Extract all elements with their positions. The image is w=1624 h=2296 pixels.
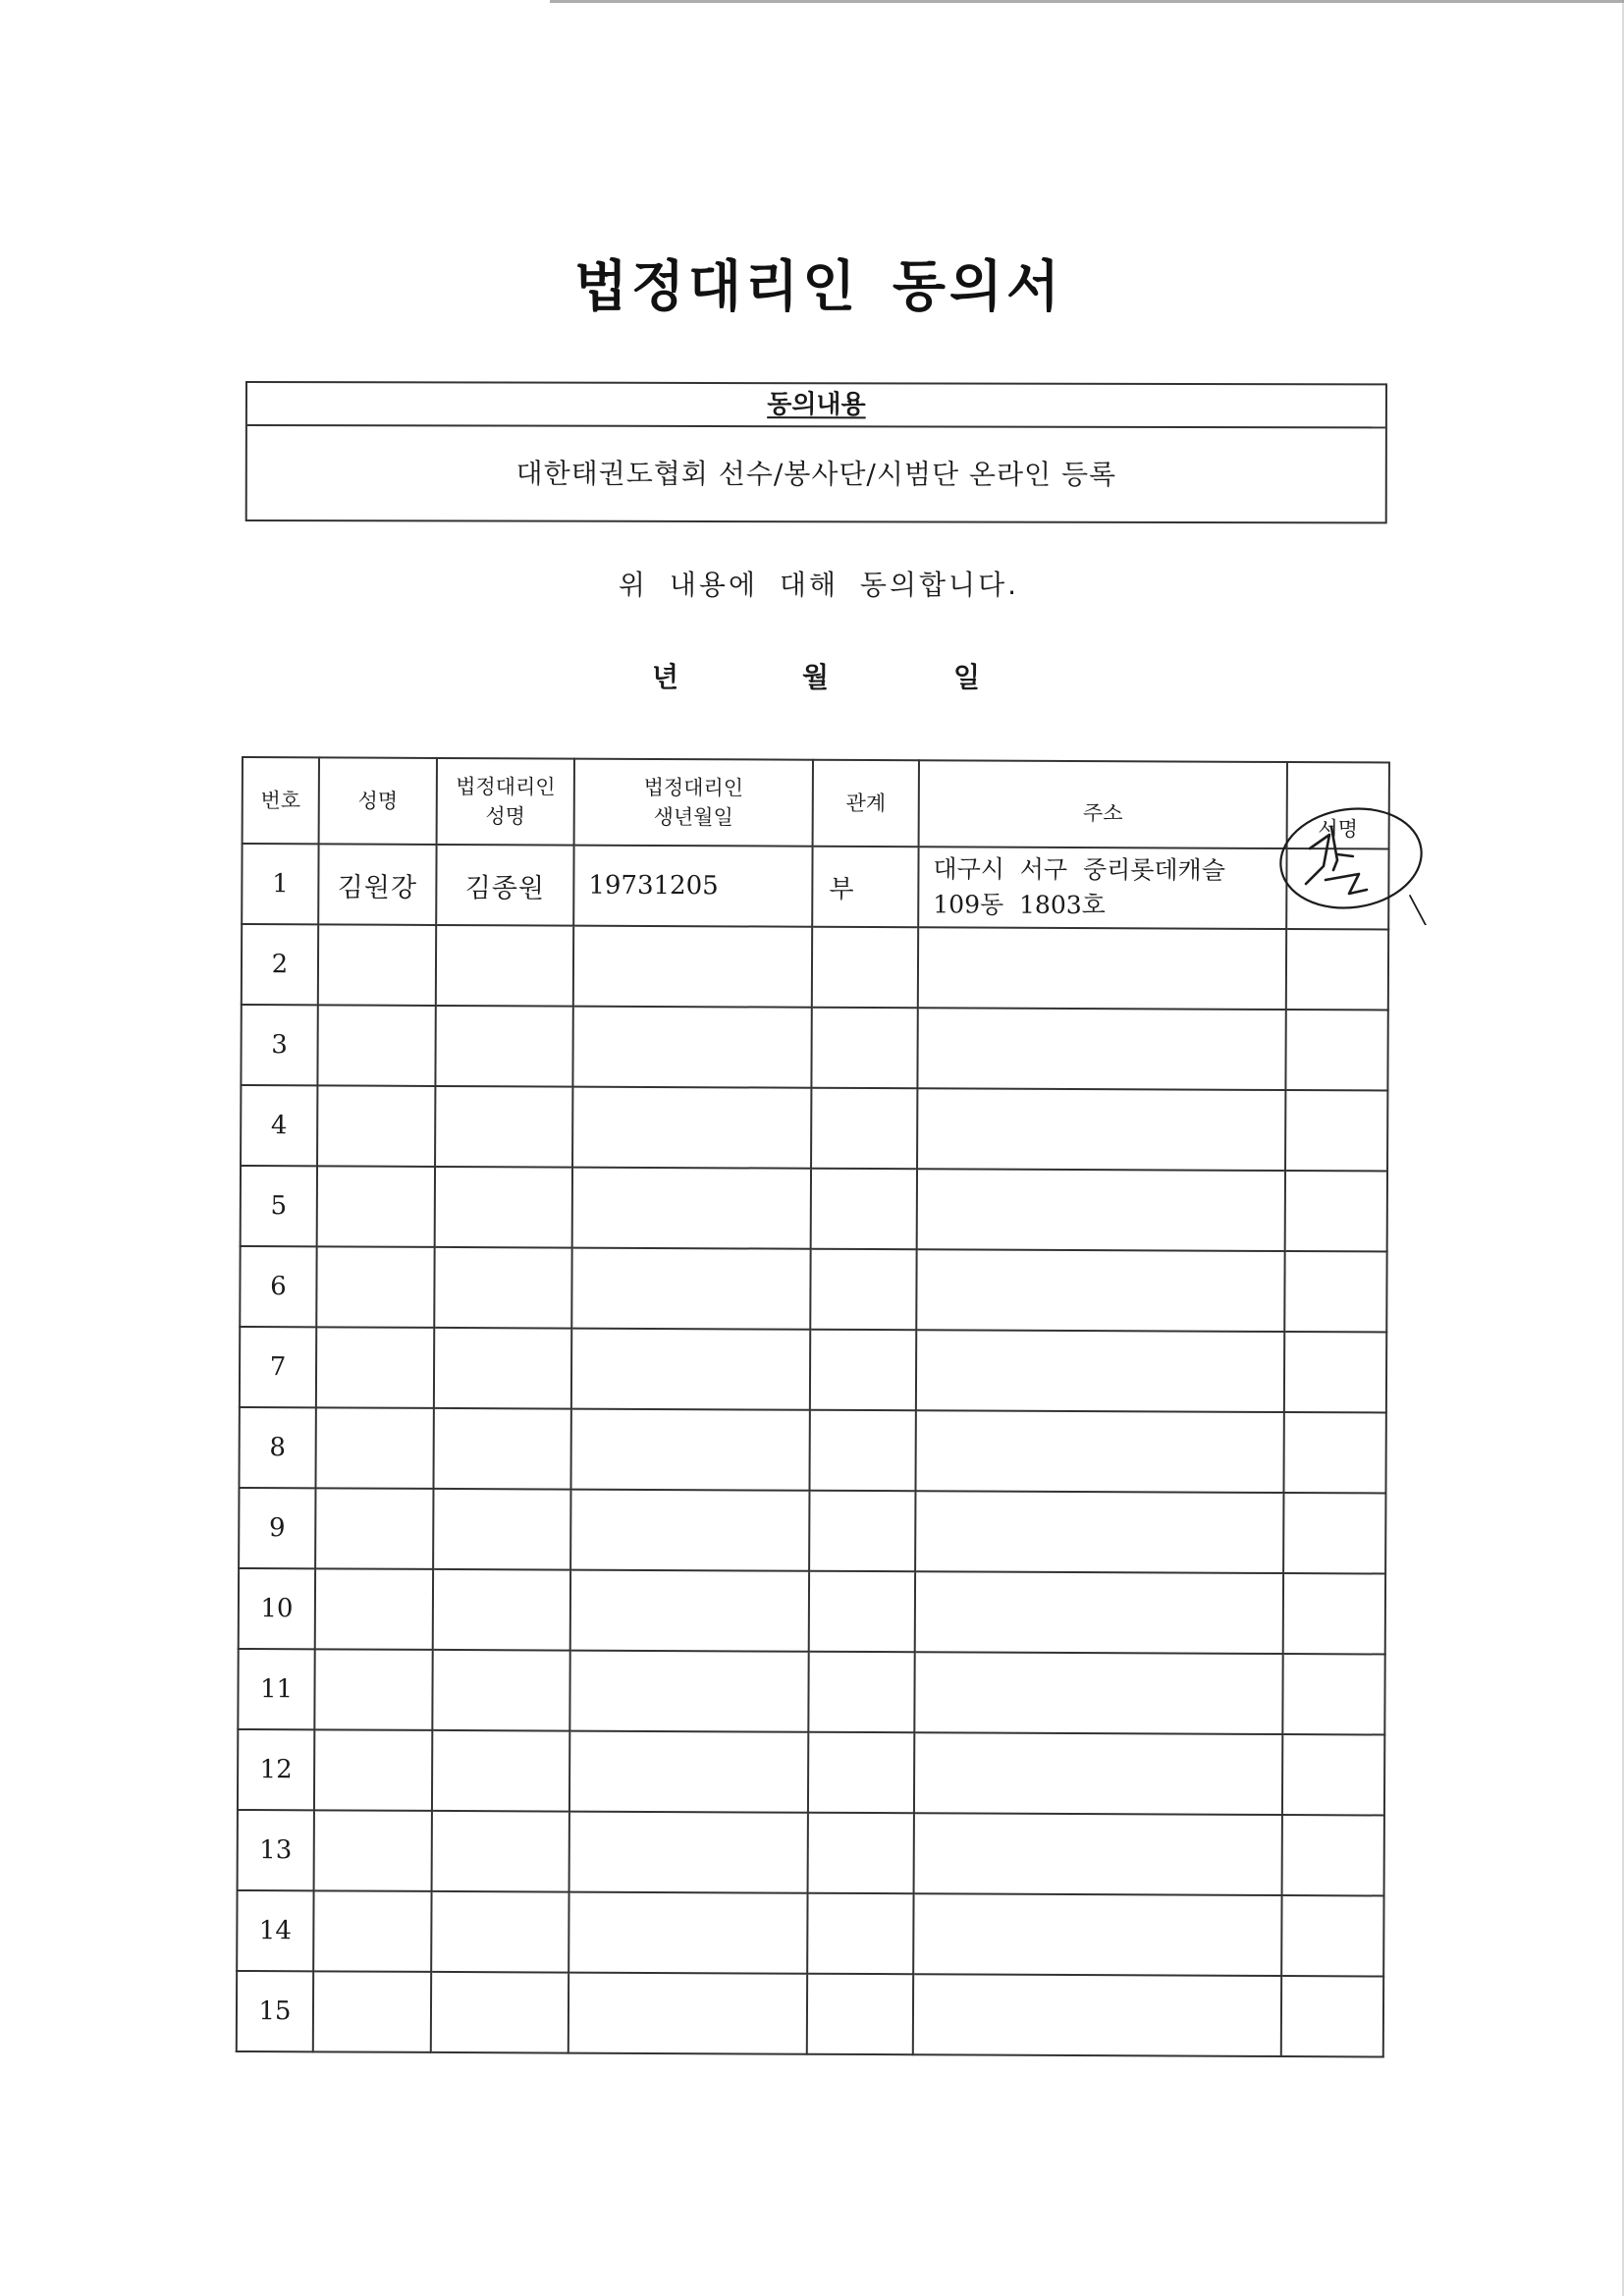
address-line1 [930, 1612, 1282, 1613]
table-header-row [243, 757, 1389, 849]
table-row [238, 1810, 1384, 1896]
cell-relation [810, 1330, 916, 1411]
cell-number: 12 [238, 1729, 314, 1810]
table-row [241, 1005, 1387, 1091]
cell-name [315, 1407, 433, 1489]
address-line1 [928, 1934, 1280, 1936]
address-line2 [928, 1934, 1280, 1936]
cell-number: 10 [239, 1568, 315, 1649]
cell-guardian-birth [571, 1248, 810, 1330]
cell-guardian-name [435, 1167, 572, 1248]
cell-relation [811, 1088, 917, 1170]
cell-signature [1283, 1493, 1385, 1573]
guardian-roster-table [236, 756, 1390, 2057]
cell-guardian-name [433, 1408, 570, 1490]
cell-name [314, 1729, 432, 1811]
cell-address [918, 927, 1286, 1010]
agreement-statement: 위 내용에 대해 동의합니다. [618, 569, 1020, 601]
cell-guardian-birth [569, 1651, 808, 1732]
table-row [241, 1166, 1387, 1252]
cell-guardian-birth [570, 1490, 809, 1571]
cell-guardian-birth [569, 1812, 808, 1893]
cell-address [917, 1169, 1285, 1251]
cell-guardian-name [433, 1569, 570, 1651]
cell-name [313, 1890, 431, 1972]
cell-number: 14 [237, 1890, 313, 1971]
address-line2 [930, 1612, 1282, 1613]
cell-signature [1285, 1171, 1387, 1251]
table-row [239, 1488, 1385, 1574]
address-line1 [931, 1370, 1283, 1372]
cell-relation [808, 1652, 914, 1733]
cell-relation [807, 1893, 913, 1975]
cell-signature [1283, 1412, 1385, 1493]
cell-guardian-name [434, 1247, 571, 1329]
cell-name: 김원강 [318, 844, 436, 925]
document-title: 법정대리인 동의서 [573, 254, 1064, 319]
cell-relation [810, 1249, 916, 1331]
cell-relation [809, 1491, 915, 1572]
cell-guardian-name: 김종원 [436, 845, 573, 926]
cell-address [915, 1571, 1283, 1654]
date-year-label: 년 [652, 661, 679, 693]
header-guardian-name [437, 758, 574, 846]
address-line2 [931, 1450, 1283, 1452]
address-line2 [931, 1289, 1283, 1291]
cell-signature [1285, 1090, 1387, 1171]
address-line1 [932, 1128, 1284, 1130]
address-line2 [928, 2014, 1280, 2016]
cell-number: 5 [241, 1166, 317, 1246]
cell-relation [809, 1410, 915, 1492]
cell-relation [807, 1974, 913, 2055]
address-line1 [930, 1692, 1282, 1694]
cell-address [913, 1974, 1281, 2056]
table-row [238, 1649, 1384, 1735]
handwritten-signature-icon [1272, 797, 1430, 925]
table-row [239, 1568, 1385, 1655]
address-line1 [931, 1450, 1283, 1452]
cell-name [318, 924, 436, 1006]
cell-signature [1282, 1654, 1384, 1734]
header-guardian-name-line1: 법정대리인 [456, 774, 556, 799]
scan-edge-top [550, 0, 1624, 3]
cell-address [914, 1813, 1282, 1895]
cell-name [315, 1568, 433, 1650]
cell-address [914, 1732, 1282, 1815]
cell-guardian-birth [568, 1973, 807, 2054]
address-line1 [933, 1048, 1285, 1050]
cell-signature [1282, 1734, 1384, 1815]
address-line2 [929, 1773, 1281, 1775]
cell-name [313, 1971, 431, 2052]
cell-signature [1283, 1573, 1385, 1654]
cell-signature [1281, 1895, 1383, 1976]
cell-relation: 부 [812, 847, 918, 928]
header-name: 성명 [319, 757, 437, 845]
cell-address [915, 1491, 1283, 1573]
cell-name [316, 1327, 434, 1408]
table-row [241, 1085, 1387, 1172]
cell-name [314, 1810, 432, 1891]
cell-guardian-name [434, 1328, 571, 1409]
address-line2 [932, 1128, 1284, 1130]
table-row [237, 1971, 1383, 2057]
header-guardian-birth-line2: 생년월일 [653, 804, 733, 830]
cell-name [317, 1005, 435, 1086]
address-line1: 대구시 서구 중리롯데캐슬 [933, 854, 1225, 885]
cell-relation [808, 1813, 914, 1894]
cell-name [317, 1085, 435, 1167]
date-month-label: 월 [802, 661, 830, 693]
cell-address [917, 1088, 1285, 1171]
cell-number: 4 [241, 1085, 317, 1166]
cell-number: 6 [240, 1246, 316, 1327]
cell-name [316, 1246, 434, 1328]
date-day-label: 일 [953, 661, 981, 693]
cell-guardian-birth [568, 1892, 807, 1974]
address-line2 [931, 1370, 1283, 1372]
cell-guardian-birth [572, 1087, 811, 1169]
header-guardian-birth-line1: 법정대리인 [643, 775, 744, 799]
cell-relation [811, 1008, 917, 1089]
cell-guardian-name [431, 1972, 568, 2053]
cell-guardian-name [435, 1006, 572, 1087]
cell-address [918, 847, 1286, 929]
consent-content: 대한태권도협회 선수/봉사단/시범단 온라인 등록 [515, 457, 1117, 491]
table-body [237, 844, 1389, 2056]
table-row [242, 844, 1388, 930]
cell-signature [1286, 929, 1388, 1010]
cell-number: 2 [242, 924, 318, 1005]
address-line1 [933, 967, 1285, 969]
cell-guardian-name [432, 1730, 569, 1812]
header-guardian-name-line2: 성명 [485, 804, 526, 829]
cell-relation [808, 1732, 914, 1814]
cell-number: 1 [242, 844, 318, 924]
cell-number: 13 [238, 1810, 314, 1890]
address-line1 [931, 1289, 1283, 1291]
cell-guardian-name [432, 1650, 569, 1731]
address-line1 [928, 2014, 1280, 2016]
consent-box [245, 381, 1387, 523]
cell-signature [1282, 1815, 1384, 1895]
cell-relation [812, 927, 918, 1009]
cell-guardian-birth [572, 1007, 811, 1088]
cell-number: 7 [240, 1327, 316, 1407]
table-row [237, 1890, 1383, 1977]
address-line2 [930, 1692, 1282, 1694]
cell-guardian-name [433, 1489, 570, 1570]
header-relation: 관계 [813, 760, 919, 847]
cell-signature [1284, 1251, 1386, 1332]
cell-signature [1285, 1010, 1387, 1090]
table-row [238, 1729, 1384, 1816]
cell-number: 11 [238, 1649, 314, 1729]
cell-address [913, 1893, 1281, 1976]
address-line1 [932, 1209, 1284, 1211]
cell-name [315, 1488, 433, 1569]
cell-address [917, 1008, 1285, 1090]
cell-signature [1281, 1976, 1383, 2056]
header-signature: 서명 [1287, 762, 1389, 848]
cell-relation [811, 1169, 917, 1250]
table-row [242, 924, 1388, 1011]
address-line2 [932, 1209, 1284, 1211]
cell-number: 15 [237, 1971, 313, 2051]
address-line2 [933, 1048, 1285, 1050]
cell-address [914, 1652, 1282, 1734]
table-row [239, 1407, 1385, 1494]
cell-number: 9 [239, 1488, 315, 1568]
table-row [240, 1246, 1386, 1333]
address-line1 [929, 1773, 1281, 1775]
cell-guardian-birth [572, 1168, 811, 1249]
cell-guardian-birth [569, 1731, 808, 1813]
table-row [240, 1327, 1386, 1413]
address-line2: 109동 1803호 [933, 890, 1106, 920]
cell-address [915, 1410, 1283, 1493]
cell-guardian-name [431, 1891, 568, 1973]
cell-guardian-birth [570, 1570, 809, 1652]
cell-address [916, 1249, 1284, 1332]
address-line2 [930, 1531, 1282, 1533]
cell-number: 3 [241, 1005, 317, 1085]
address-line1 [929, 1853, 1281, 1855]
cell-name [317, 1166, 435, 1247]
cell-name [314, 1649, 432, 1730]
cell-address [916, 1330, 1284, 1412]
header-guardian-birth [574, 759, 813, 847]
cell-number: 8 [239, 1407, 315, 1488]
cell-guardian-birth [571, 1329, 810, 1410]
header-address: 주소 [919, 760, 1287, 848]
cell-guardian-name [436, 925, 573, 1007]
cell-signature [1284, 1332, 1386, 1412]
cell-guardian-birth [570, 1409, 809, 1491]
consent-header: 동의내용 [247, 383, 1385, 428]
cell-guardian-name [432, 1811, 569, 1892]
header-number: 번호 [243, 757, 319, 844]
cell-guardian-name [435, 1086, 572, 1168]
cell-relation [809, 1571, 915, 1653]
address-line2 [929, 1853, 1281, 1855]
address-line2 [933, 967, 1285, 969]
cell-guardian-birth: 19731205 [573, 846, 812, 927]
cell-guardian-birth [573, 926, 812, 1008]
address-line1 [930, 1531, 1282, 1533]
